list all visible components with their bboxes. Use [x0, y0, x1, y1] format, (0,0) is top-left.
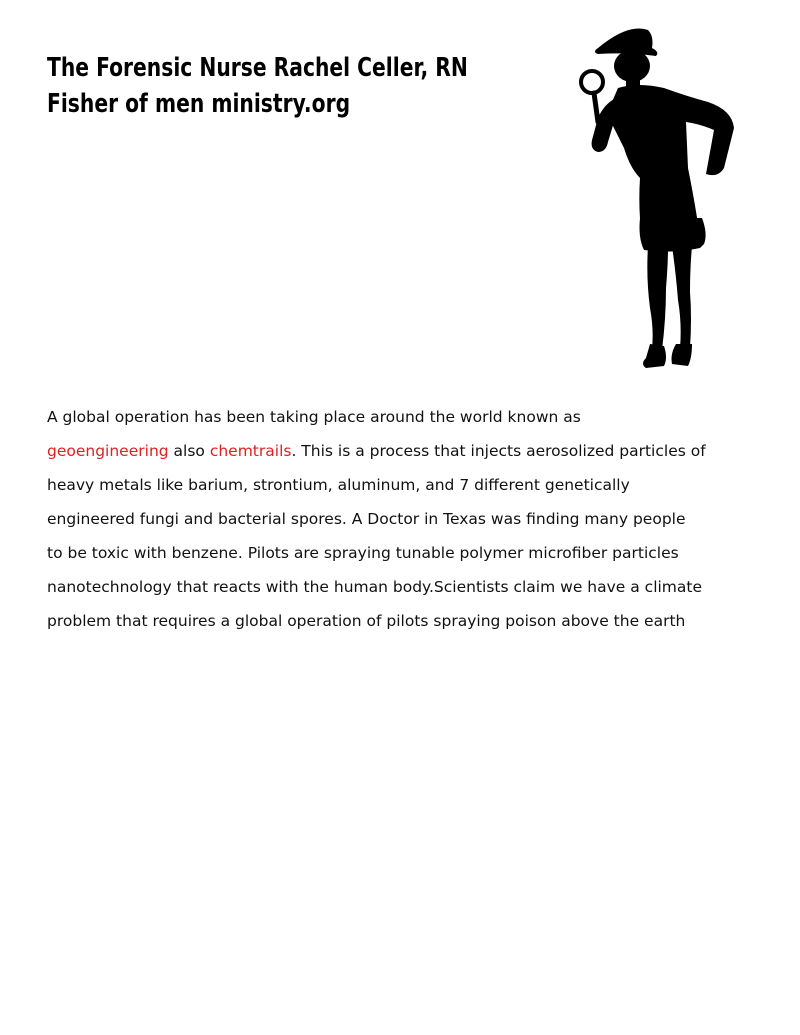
body-line-4: engineered fungi and bacterial spores. A Doctor in Texas was finding many people [47, 510, 686, 528]
right-leg-shape [672, 246, 692, 348]
body-line-6: nanotechnology that reacts with the human body.Scientists claim we have a climate [47, 578, 703, 596]
body-paragraph [47, 400, 757, 638]
header-subtitle: Fisher of men ministry.org [47, 89, 351, 119]
term-chemtrails: chemtrails [209, 442, 292, 460]
torso-shape [610, 85, 734, 240]
body-line-2 [47, 434, 757, 468]
body-line-3: heavy metals like barium, strontium, aluminum, and 7 different genetically [47, 476, 630, 494]
body-line-2-mid: also [168, 442, 210, 460]
right-shoe-shape [672, 344, 693, 366]
left-shoe-shape [643, 344, 666, 368]
detective-silhouette-icon [568, 18, 748, 373]
body-line-1: A global operation has been taking place around the world known as [47, 408, 581, 426]
magnifier-handle [594, 93, 598, 122]
body-line-7: problem that requires a global operation of pilots spraying poison above the earth [47, 612, 686, 630]
magnifier-lens [581, 71, 603, 93]
header-title: The Forensic Nurse Rachel Celler, RN [47, 53, 468, 83]
left-leg-shape [647, 246, 668, 350]
body-line-5: to be toxic with benzene. Pilots are spraying tunable polymer microfiber particles [47, 544, 679, 562]
body-line-2-rest: . This is a process that injects aerosolized particles of [291, 442, 706, 460]
term-geoengineering: geoengineering [47, 442, 169, 460]
document-header [47, 50, 567, 122]
